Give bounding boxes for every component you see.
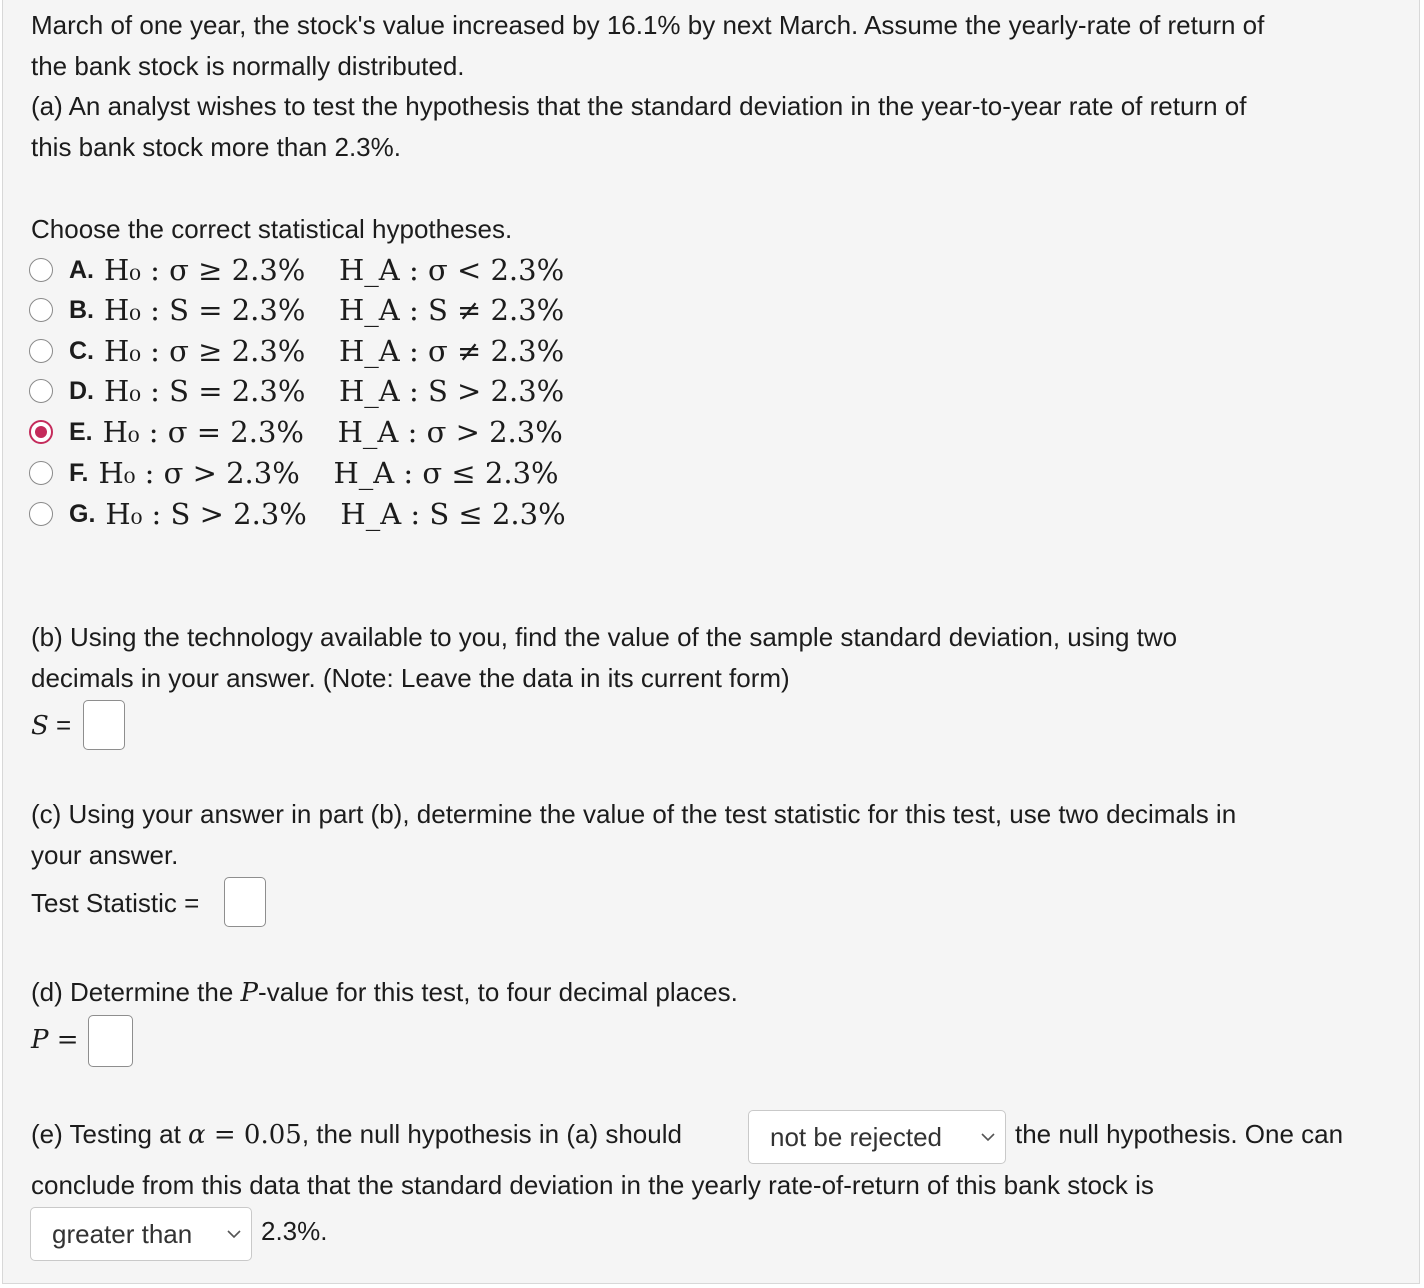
part-a-line-2: this bank stock more than 2.3%. [31,132,401,162]
option-letter: B. [69,295,94,324]
hypothesis-option[interactable] [29,371,564,411]
conclusion-select-value: greater than [52,1218,193,1249]
question-panel [2,0,1420,1284]
option-letter: F. [69,458,89,487]
option-letter: A. [69,255,94,284]
chevron-down-icon [227,1229,241,1239]
hypothesis-option[interactable] [29,494,566,534]
alternative-hypothesis: H_A : σ ≤ 2.3% [333,456,559,490]
hypothesis-option[interactable] [29,453,559,493]
s-label-eq: = [48,710,72,740]
radio-button[interactable] [29,339,53,363]
part-d-line [31,972,738,1014]
alternative-hypothesis: H_A : σ ≠ 2.3% [339,334,565,368]
radio-button[interactable] [29,379,53,403]
alternative-hypothesis: H_A : σ < 2.3% [339,253,565,287]
part-c-line-2: your answer. [31,840,179,870]
hypothesis-option[interactable] [29,412,563,452]
option-letter: D. [69,376,94,405]
conclusion-select[interactable] [30,1207,252,1261]
p-label-var: P [31,1025,49,1055]
hypothesis-option[interactable] [29,250,564,290]
decision-select[interactable] [748,1110,1006,1164]
part-a-line-1: (a) An analyst wishes to test the hypothesis that the standard deviation in the year-to-year rate of return of [31,91,1247,121]
hypothesis-option[interactable] [29,290,564,330]
part-b-line-1: (b) Using the technology available to you, find the value of the sample standard deviation, using two [31,622,1178,652]
radio-button[interactable] [29,298,53,322]
part-d-var: P [240,978,259,1008]
part-e-line-1 [31,1114,682,1156]
hypotheses-prompt: Choose the correct statistical hypotheses. [31,214,513,244]
part-b-line-2: decimals in your answer. (Note: Leave the data in its current form) [31,663,790,693]
part-e-mid: , the null hypothesis in (a) should [301,1119,682,1149]
alternative-hypothesis: H_A : S ≠ 2.3% [339,293,565,327]
null-hypothesis: H₀ : σ = 2.3% [102,415,304,449]
part-e-pre: (e) Testing at [31,1119,189,1149]
null-hypothesis: H₀ : S = 2.3% [104,374,306,408]
null-hypothesis: H₀ : σ ≥ 2.3% [104,253,306,287]
radio-button-selected[interactable] [29,420,53,444]
part-d-post: -value for this test, to four decimal places. [258,977,738,1007]
p-label [31,1019,79,1061]
part-e-post-2: 2.3%. [261,1216,328,1246]
part-d-pre: (d) Determine the [31,977,241,1007]
part-e-post-1: the null hypothesis. One can [1015,1119,1344,1149]
p-value-input[interactable] [88,1015,133,1067]
part-c-line-1: (c) Using your answer in part (b), determine the value of the test statistic for this test, use two decimals in [31,799,1237,829]
part-e-line-2: conclude from this data that the standard deviation in the yearly rate-of-return of this bank stock is [31,1170,1154,1200]
intro-line-2: the bank stock is normally distributed. [31,51,465,81]
option-letter: C. [69,336,94,365]
p-label-eq: = [48,1025,79,1055]
null-hypothesis: H₀ : S > 2.3% [105,497,307,531]
alpha-symbol: α [188,1120,206,1150]
null-hypothesis: H₀ : S = 2.3% [104,293,306,327]
alternative-hypothesis: H_A : S > 2.3% [339,374,565,408]
null-hypothesis: H₀ : σ > 2.3% [98,456,300,490]
alpha-value: = 0.05 [205,1120,302,1150]
sample-sd-input[interactable] [83,700,125,750]
test-statistic-label: Test Statistic = [31,888,200,918]
decision-select-value: not be rejected [770,1121,943,1152]
option-letter: E. [69,417,93,446]
radio-button[interactable] [29,461,53,485]
radio-button[interactable] [29,502,53,526]
radio-button[interactable] [29,258,53,282]
s-label-var: S [31,711,49,741]
alternative-hypothesis: H_A : S ≤ 2.3% [340,497,566,531]
hypothesis-option[interactable] [29,331,564,371]
null-hypothesis: H₀ : σ ≥ 2.3% [104,334,306,368]
intro-line-1: March of one year, the stock's value increased by 16.1% by next March. Assume the yearly-rate of return of [31,10,1265,40]
alternative-hypothesis: H_A : σ > 2.3% [337,415,563,449]
option-letter: G. [69,499,96,528]
test-statistic-input[interactable] [224,877,266,927]
chevron-down-icon [981,1132,995,1142]
s-label [31,705,71,747]
